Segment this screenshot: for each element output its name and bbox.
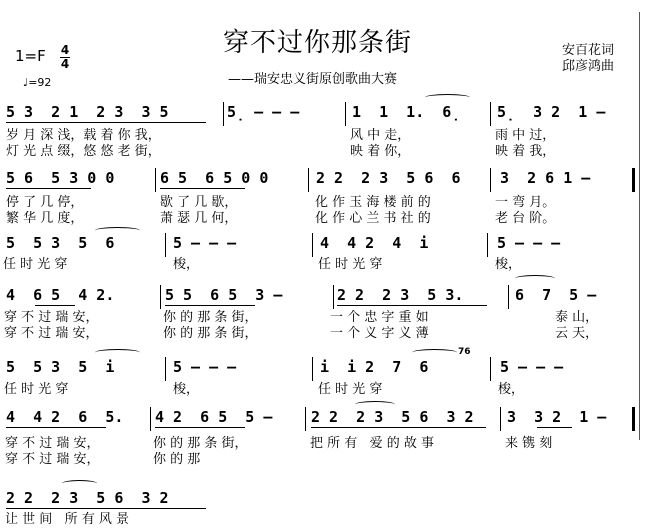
measure-notes: 3 2 6 1 –: [500, 169, 591, 187]
measure-notes: 2 2 2 3 5 6 3 2: [6, 489, 169, 507]
measure-notes: 5̣ 3 2 1 –: [497, 103, 606, 121]
bar-line: [500, 407, 501, 431]
lyric-line: 歇 了 几 歇，: [160, 195, 238, 210]
song-title: 穿不过你那条街: [223, 28, 413, 58]
lyric-line: 来 镌 刻: [505, 436, 553, 451]
slur: [95, 349, 140, 356]
bar-line: [155, 168, 156, 192]
lyric-line: 一 弯 月。: [495, 195, 556, 210]
measure-notes: 5 3 2 1 2 3 3 5: [6, 103, 169, 121]
measure-notes: 5 5 3 5 6: [6, 234, 115, 252]
tempo-marking: ♩=92: [23, 76, 52, 89]
lyric-line: 灯 光 点 缀，悠 悠 老 街，: [6, 144, 161, 159]
slur: [412, 349, 457, 356]
lyric-line: 穿 不 过 瑞 安，: [4, 326, 99, 341]
repeat-bar: [632, 407, 635, 431]
measure-notes: 5̣ – – –: [227, 103, 300, 121]
bar-line: [312, 233, 313, 257]
grace-note: 76: [458, 347, 471, 357]
measure-notes: 2 2 2 3 5 6 3 2: [311, 408, 474, 426]
bar-line: [223, 102, 224, 126]
lyric-line: 梭，: [173, 382, 200, 397]
measure-notes: 4 2 6 5 5 –: [155, 408, 273, 426]
lyric-line: 映 着 你，: [350, 144, 411, 159]
lyric-line: 映 着 我，: [495, 144, 556, 159]
lyric-line: 任 时 光 穿: [4, 382, 69, 397]
measure-notes: 2 2 2 3 5 3.: [337, 286, 464, 304]
bar-line: [305, 407, 306, 431]
lyric-line: 梭，: [498, 382, 525, 397]
bar-line: [490, 168, 491, 192]
beam-underline: [311, 427, 486, 428]
bar-line: [165, 233, 166, 257]
lyric-line: 萧 瑟 几 何，: [160, 211, 238, 226]
composer: 邱彦鸿曲: [562, 59, 615, 74]
lyric-line: 你 的 那 条 街，: [163, 310, 258, 325]
lyric-line: 穿 不 过 瑞 安，: [5, 452, 100, 467]
measure-notes: 5 5 6 5 3 –: [165, 286, 283, 304]
slur: [425, 94, 470, 101]
lyricist: 安百花词: [562, 43, 615, 58]
measure-notes: 4 6 5 4 2.: [6, 286, 115, 304]
lyric-line: 老 台 阶。: [495, 211, 556, 226]
beam-underline: [160, 188, 245, 189]
bar-line: [165, 357, 166, 381]
measure-notes: 4 4 2 4 i: [320, 234, 429, 252]
lyric-line: 一 个 忠 字 重 如: [330, 310, 429, 325]
time-signature-top: 4: [60, 43, 70, 57]
lyric-line: 任 时 光 穿: [318, 382, 383, 397]
measure-notes: 2 2 2 3 5 6 6: [316, 169, 461, 187]
bar-line: [312, 357, 313, 381]
slur: [62, 480, 97, 487]
lyric-line: 你 的 那 条 街，: [153, 436, 248, 451]
lyric-line: 任 时 光 穿: [3, 257, 68, 272]
measure-notes: 4 4 2 6 5.: [6, 408, 124, 426]
beam-underline: [6, 188, 91, 189]
bar-line: [150, 407, 151, 431]
measure-notes: 6 7 5 –: [515, 286, 597, 304]
beam-underline: [6, 427, 106, 428]
measure-notes: 5 5 3 5 i: [6, 358, 115, 376]
repeat-bar: [632, 168, 635, 192]
lyric-line: 梭，: [173, 257, 200, 272]
key-signature: 1=F: [15, 47, 46, 65]
measure-notes: 6 5 6 5 0 0: [160, 169, 269, 187]
lyric-line: 你 的 那: [153, 452, 201, 467]
time-signature-bottom: 4: [60, 57, 70, 71]
lyric-line: 风 中 走，: [350, 128, 411, 143]
beam-underline: [537, 427, 572, 428]
beam-underline: [155, 427, 245, 428]
lyric-line: 泰 山，: [555, 310, 599, 325]
lyric-line: 一 个 义 字 义 薄: [330, 326, 429, 341]
measure-notes: 5 – – –: [497, 234, 561, 252]
bar-line: [308, 168, 309, 192]
slur: [515, 275, 555, 282]
lyric-line: 云 天，: [555, 326, 599, 341]
measure-notes: 5 – – –: [173, 358, 237, 376]
lyric-line: 停 了 几 停，: [6, 195, 84, 210]
page-border: [639, 12, 640, 440]
lyric-line: 把 所 有 爱 的 故 事: [310, 436, 435, 451]
bar-line: [487, 233, 488, 257]
bar-line: [490, 102, 491, 126]
lyric-line: 化 作 玉 海 楼 前 的: [315, 195, 431, 210]
bar-line: [345, 102, 346, 126]
slur: [95, 227, 140, 234]
lyric-line: 你 的 那 条 街，: [163, 326, 258, 341]
time-signature: [60, 44, 70, 70]
slur: [355, 401, 395, 408]
lyric-line: 穿 不 过 瑞 安，: [5, 436, 100, 451]
lyric-line: 岁 月 深 浅，载 着 你 我，: [6, 128, 161, 143]
lyric-line: 繁 华 几 度，: [6, 211, 84, 226]
measure-notes: 5 – – –: [500, 358, 564, 376]
measure-notes: 5 6 5 3 0 0: [6, 169, 115, 187]
lyric-line: 任 时 光 穿: [318, 257, 383, 272]
measure-notes: i i 2 7 6: [320, 358, 429, 376]
lyric-line: 雨 中 过，: [495, 128, 556, 143]
measure-notes: 3 3 2 1 –: [507, 408, 607, 426]
bar-line: [160, 285, 161, 309]
measure-notes: 1 1 1. 6̣: [352, 103, 461, 121]
song-subtitle: ——瑞安忠义街原创歌曲大赛: [228, 72, 398, 87]
lyric-line: 化 作 心 兰 书 社 的: [315, 211, 431, 226]
lyric-line: 梭，: [495, 257, 522, 272]
bar-line: [490, 357, 491, 381]
lyric-line: 让 世 间 所 有 风 景: [5, 512, 130, 527]
measure-notes: 5 – – –: [173, 234, 237, 252]
lyric-line: 穿 不 过 瑞 安，: [4, 310, 99, 325]
bar-line: [508, 285, 509, 309]
beam-underline: [6, 122, 206, 123]
